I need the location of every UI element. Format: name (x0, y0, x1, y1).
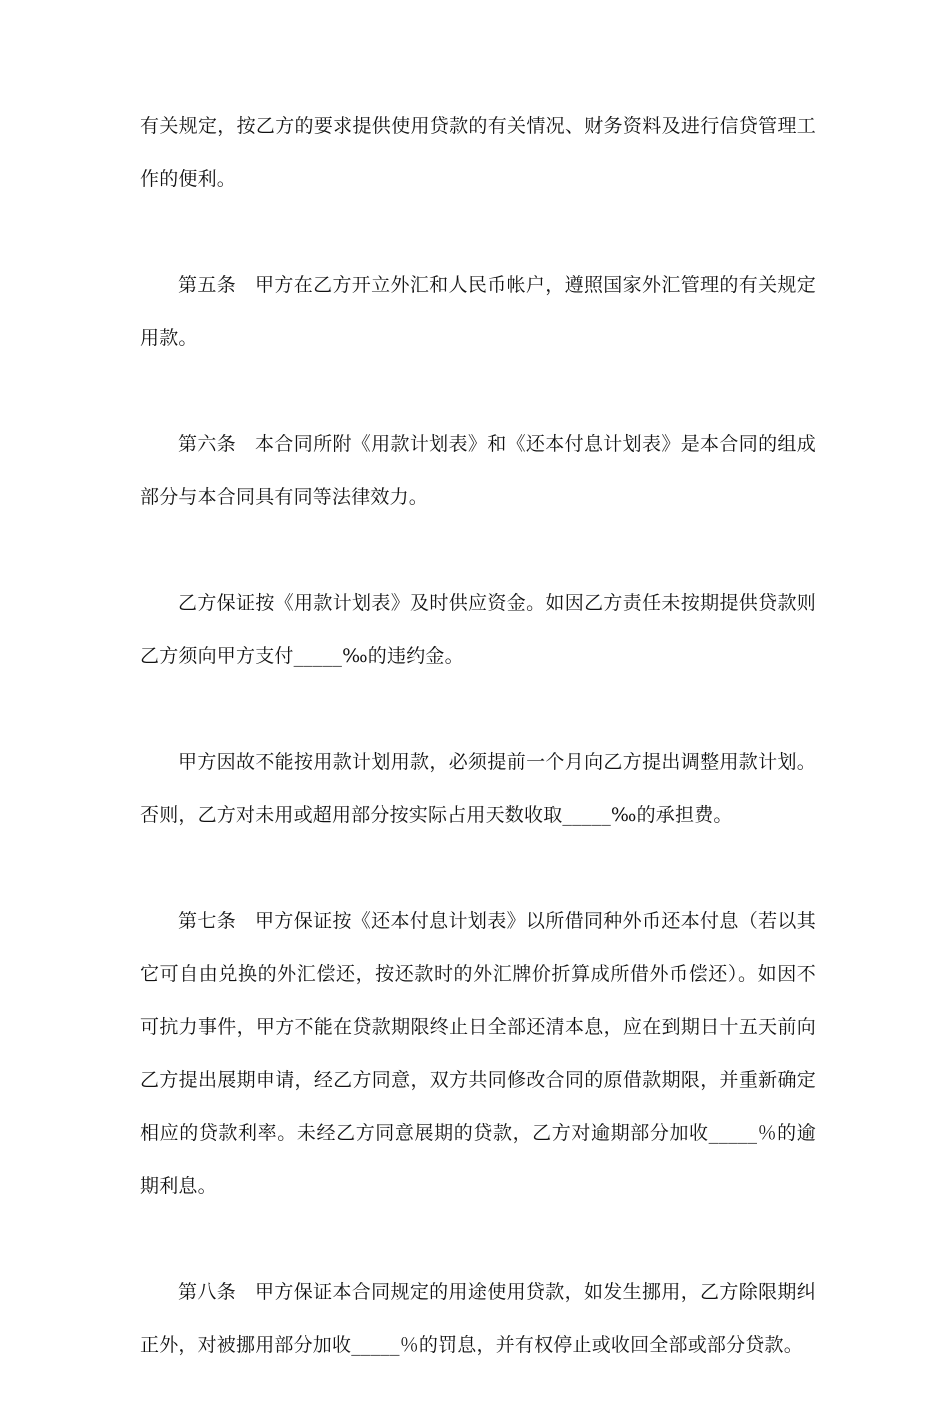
paragraph-text: 甲方因故不能按用款计划用款，必须提前一个月向乙方提出调整用款计划。否则，乙方对未用或超用部分按实际占用天数收取_____‰的承担费。 (140, 751, 816, 826)
document-page (140, 100, 816, 1425)
article-5-paragraph (140, 259, 816, 365)
article-number: 第六条 (178, 433, 237, 455)
paragraph-text: 本合同所附《用款计划表》和《还本付息计划表》是本合同的组成部分与本合同具有同等法律效力。 (140, 433, 816, 508)
commitment-fee-paragraph (140, 736, 816, 842)
article-number: 第七条 (178, 910, 237, 932)
paragraph-continuation (140, 100, 816, 206)
paragraph-text: 甲方保证本合同规定的用途使用贷款，如发生挪用，乙方除限期纠正外，对被挪用部分加收_____％的罚息，并有权停止或收回全部或部分贷款。 (140, 1281, 816, 1356)
article-7-paragraph (140, 895, 816, 1213)
article-number: 第五条 (178, 274, 237, 296)
paragraph-text: 甲方保证按《还本付息计划表》以所借同种外币还本付息（若以其它可自由兑换的外汇偿还，按还款时的外汇牌价折算成所借外币偿还）。如因不可抗力事件，甲方不能在贷款期限终止日全部还清本息，应在到期日十五天前向乙方提出展期申请，经乙方同意，双方共同修改合同的原借款期限，并重新确定相应的贷款利率。未经乙方同意展期的贷款，乙方对逾期部分加收_____％的逾期利息。 (140, 910, 816, 1197)
paragraph-text: 乙方保证按《用款计划表》及时供应资金。如因乙方责任未按期提供贷款则乙方须向甲方支付_____‰的违约金。 (140, 592, 816, 667)
article-number: 第八条 (178, 1281, 237, 1303)
paragraph-text: 有关规定，按乙方的要求提供使用贷款的有关情况、财务资料及进行信贷管理工作的便利。 (140, 115, 816, 190)
article-8-paragraph (140, 1266, 816, 1372)
paragraph-text: 甲方在乙方开立外汇和人民币帐户，遵照国家外汇管理的有关规定用款。 (140, 274, 816, 349)
article-6-paragraph (140, 418, 816, 524)
funding-guarantee-paragraph (140, 577, 816, 683)
